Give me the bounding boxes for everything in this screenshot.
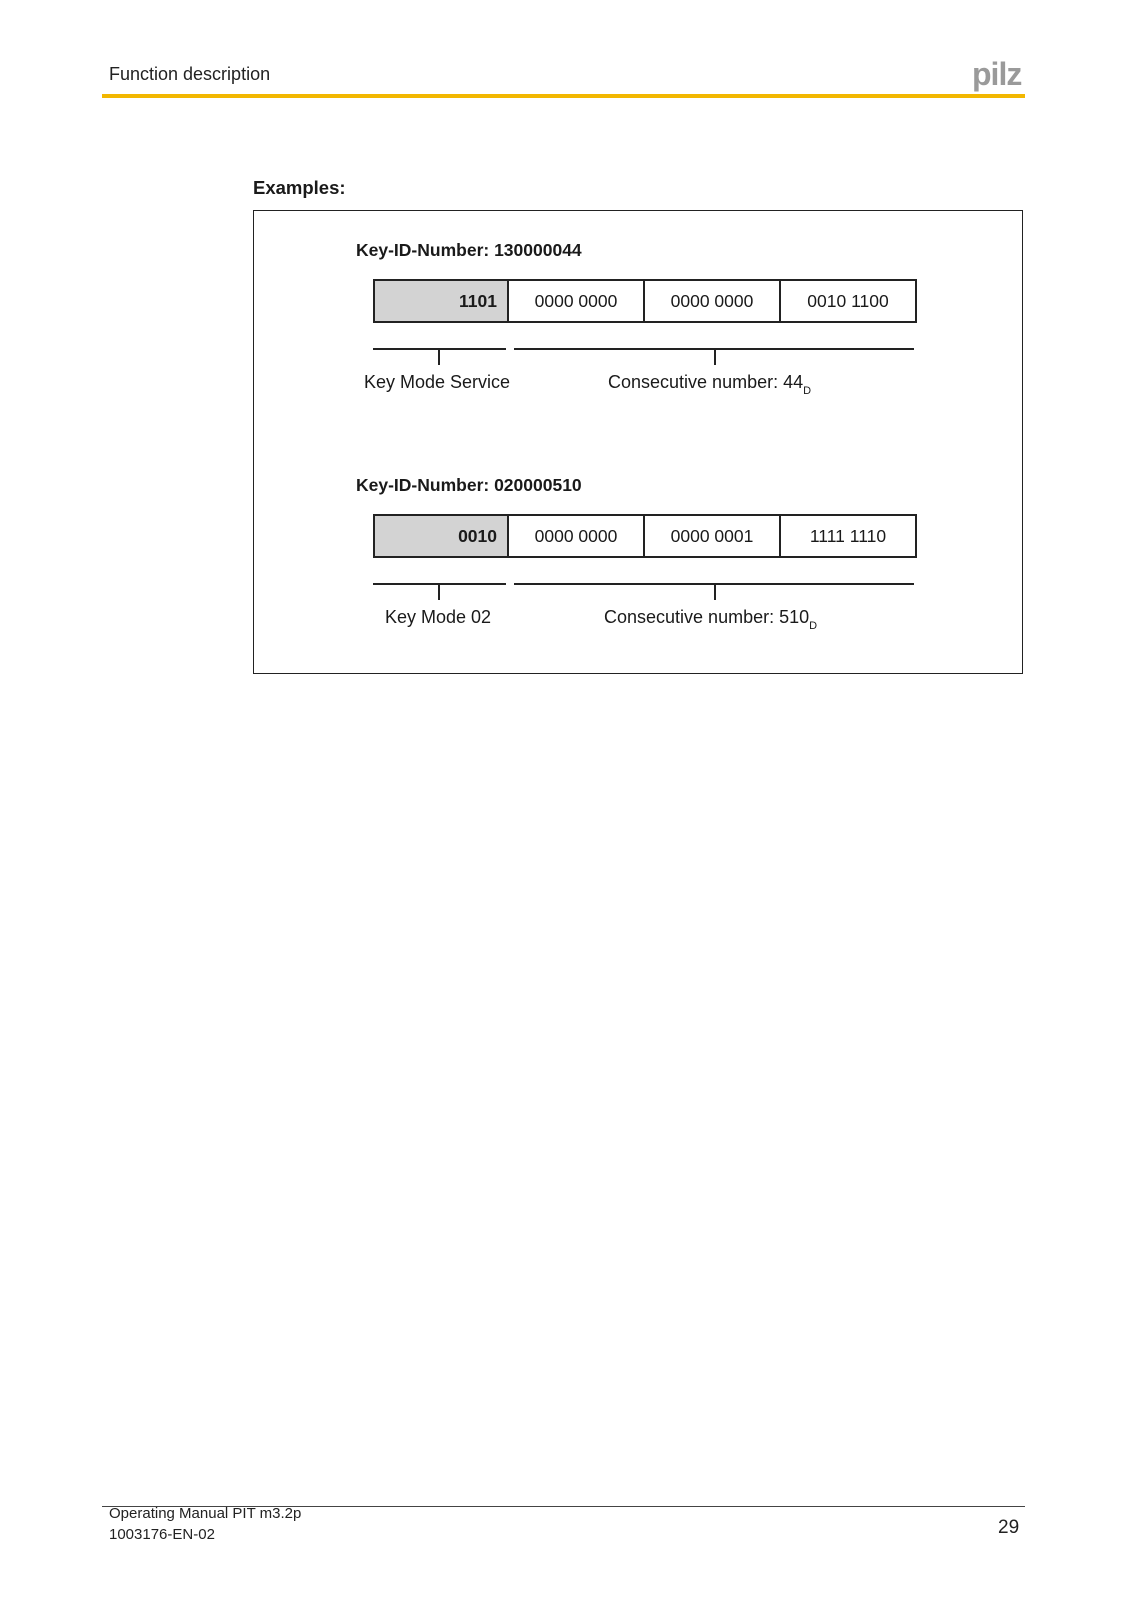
key-mode-label: Key Mode 02 <box>385 607 492 627</box>
pilz-logo: pilz <box>972 56 1022 92</box>
key-mode-bracket-tick <box>438 584 440 600</box>
bit-group: 0000 0000 <box>509 514 645 558</box>
consecutive-number-label: Consecutive number: $510_D$ <box>604 607 818 632</box>
footer-document-id: 1003176-EN-02 <box>109 1526 215 1543</box>
bit-group: 0000 0000 <box>645 279 781 323</box>
bit-group: 1111 1110 <box>781 514 917 558</box>
examples-heading: Examples: <box>253 177 346 198</box>
key-mode-bits: 1101 <box>373 279 509 323</box>
key-mode-bits: 0010 <box>373 514 509 558</box>
bit-field-row <box>373 279 917 323</box>
bit-group: 0000 0000 <box>509 279 645 323</box>
page-header-title: Function description <box>109 64 271 84</box>
bit-group: 0010 1100 <box>781 279 917 323</box>
key-id-title: Key-ID-Number: 020000510 <box>356 475 582 495</box>
page-number: 29 <box>998 1517 1020 1538</box>
bit-group: 0000 0001 <box>645 514 781 558</box>
header-divider <box>102 94 1025 98</box>
key-id-title: Key-ID-Number: 130000044 <box>356 240 582 260</box>
consecutive-number-label: Consecutive number: $44_D$ <box>608 372 812 397</box>
key-mode-label: Key Mode Service <box>364 372 511 392</box>
number-bracket-tick <box>714 349 716 365</box>
bit-field-row <box>373 514 917 558</box>
key-mode-bracket-tick <box>438 349 440 365</box>
footer-manual-title: Operating Manual PIT m3.2p <box>109 1505 302 1522</box>
number-bracket-tick <box>714 584 716 600</box>
